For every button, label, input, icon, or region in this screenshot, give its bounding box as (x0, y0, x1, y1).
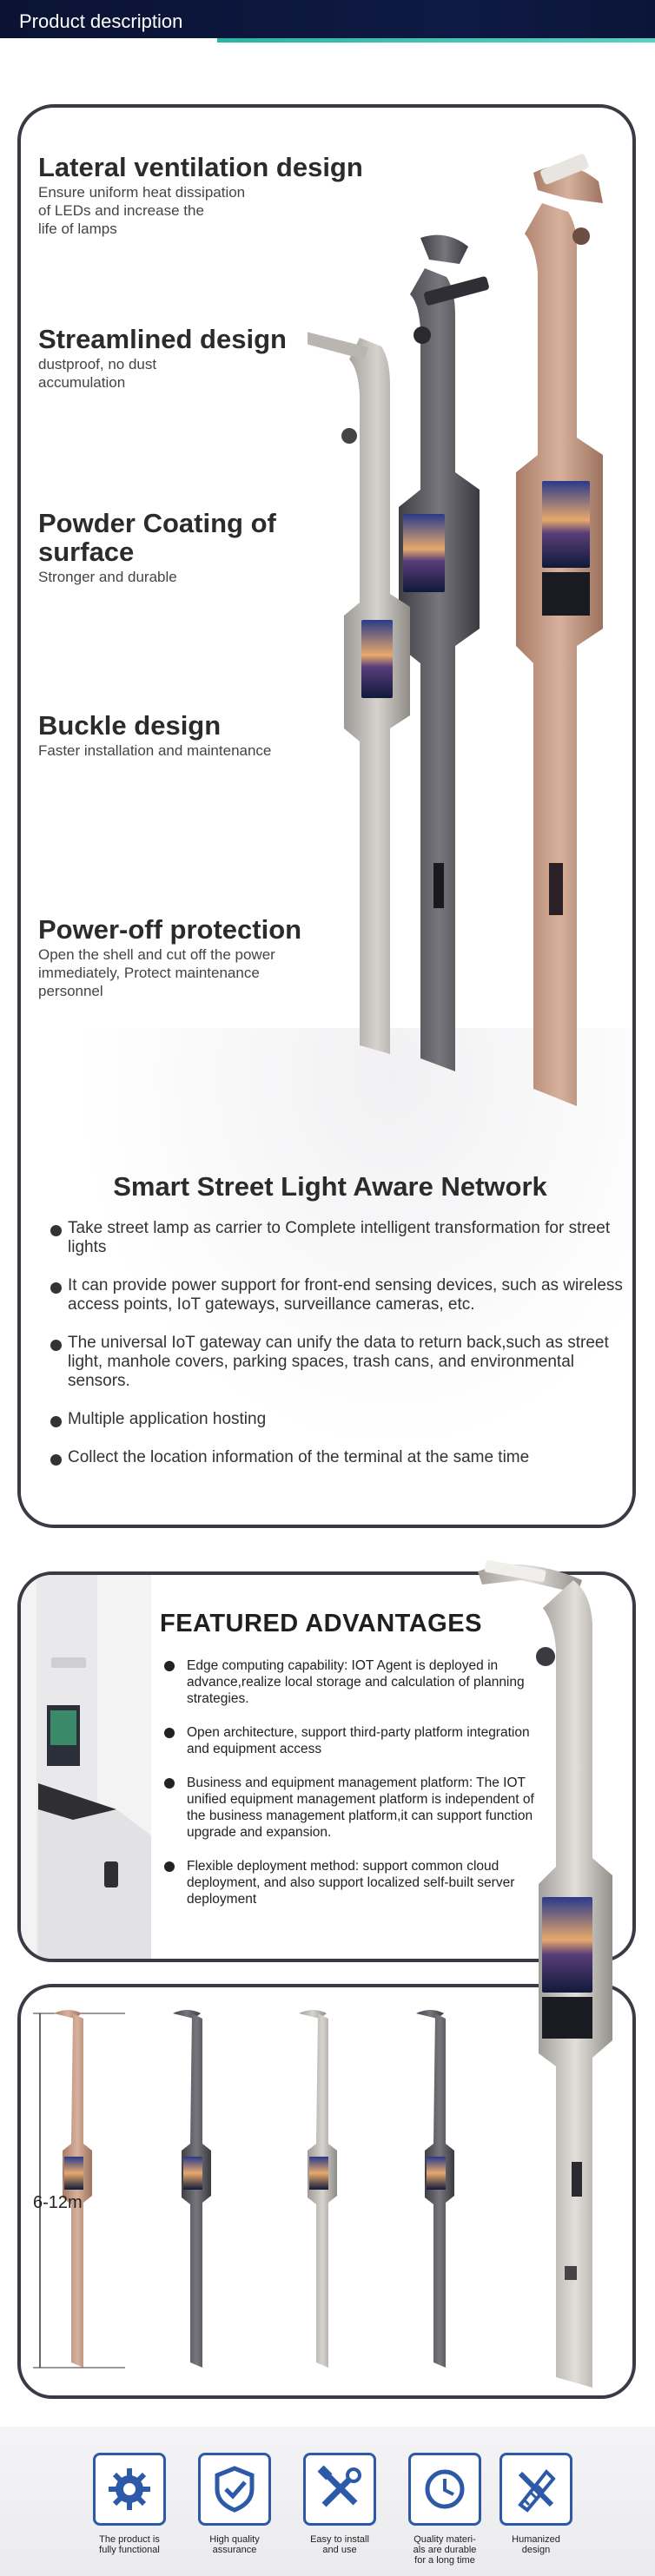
list-item: Edge computing capability: IOT Agent is deployed in advance,realize local storage and calculation of planning strategies. (164, 1657, 546, 1707)
header-title: Product description (19, 10, 183, 32)
list-item: Flexible deployment method: support common cloud deployment, and also support localized self-built server deployment (164, 1858, 546, 1907)
feature-title: Lateral ventilation design (38, 152, 363, 182)
feature-title: Power-off protection (38, 914, 302, 945)
icon-item-functional (82, 2453, 177, 2555)
feature-title: Streamlined design (38, 324, 287, 354)
height-range-label: 6-12m (33, 2193, 83, 2212)
icon-item-humanized (488, 2453, 584, 2555)
gear-icon (93, 2453, 166, 2526)
bullet-icon (164, 1661, 175, 1671)
network-list (50, 1219, 624, 1486)
icon-caption: Humanized design (512, 2534, 560, 2555)
clock-icon (408, 2453, 481, 2526)
feature-title: Powder Coating of surface (38, 508, 276, 567)
gray-pole-small (173, 2010, 211, 2368)
feature-desc: Open the shell and cut off the power immediately, Protect maintenance personnel (38, 946, 275, 999)
tools-icon (303, 2453, 376, 2526)
shield-check-icon (198, 2453, 271, 2526)
bullet-icon (164, 1728, 175, 1738)
feature-desc: Ensure uniform heat dissipation of LEDs and increase the life of lamps (38, 184, 246, 237)
bullet-icon (164, 1778, 175, 1789)
bullet-icon (50, 1340, 62, 1351)
list-item: Collect the location information of the terminal at the same time (50, 1448, 624, 1467)
bullet-icon (164, 1861, 175, 1872)
icon-caption: The product is fully functional (99, 2534, 160, 2555)
list-item: The universal IoT gateway can unify the data to return back,such as street light, manhole covers, parking spaces, trash cans, and environmental sensors. (50, 1334, 624, 1391)
bullet-icon (50, 1225, 62, 1236)
feature-desc: Faster installation and maintenance (38, 742, 272, 759)
rose-pole-small (54, 2010, 92, 2368)
feature-title: Buckle design (38, 710, 222, 741)
gray-pole (399, 235, 490, 1071)
advantages-title: FEATURED ADVANTAGES (160, 1610, 482, 1637)
list-item: Take street lamp as carrier to Complete intelligent transformation for street lights (50, 1219, 624, 1257)
three-poles-illustration (308, 108, 636, 1115)
rose-pole (516, 153, 603, 1106)
bullet-icon (50, 1454, 62, 1466)
feature-desc: Stronger and durable (38, 569, 177, 585)
icon-item-durable (397, 2453, 493, 2566)
silver-pole (308, 330, 410, 1054)
icon-caption: Easy to install and use (310, 2534, 369, 2555)
kiosk-illustration (21, 1575, 151, 1962)
list-item: Multiple application hosting (50, 1410, 624, 1429)
icon-caption: Quality materi- als are durable for a long time (413, 2534, 477, 2566)
pencil-ruler-icon (500, 2453, 572, 2526)
list-item: Business and equipment management platform: The IOT unified equipment management platform is independent of the business management platform,it can support function upgrade and expansion. (164, 1775, 546, 1841)
icon-item-install (292, 2453, 387, 2555)
silver-pole-small (299, 2010, 337, 2368)
header-accent-line (217, 38, 655, 43)
list-item: It can provide power support for front-end sensing devices, such as wireless access points, IoT gateways, surveillance cameras, etc. (50, 1276, 624, 1314)
feature-desc: dustproof, no dust accumulation (38, 356, 157, 391)
design-features-panel (17, 104, 636, 1528)
bullet-icon (50, 1416, 62, 1427)
bullet-icon (50, 1282, 62, 1294)
network-title: Smart Street Light Aware Network (113, 1171, 547, 1202)
tall-pole-illustration (469, 1554, 643, 2405)
features-icons-strip (0, 2427, 655, 2576)
icon-caption: High quality assurance (209, 2534, 260, 2555)
section-header (0, 0, 655, 43)
dark-pole-small (416, 2010, 454, 2368)
icon-item-quality (187, 2453, 282, 2555)
list-item: Open architecture, support third-party platform integration and equipment access (164, 1724, 546, 1757)
